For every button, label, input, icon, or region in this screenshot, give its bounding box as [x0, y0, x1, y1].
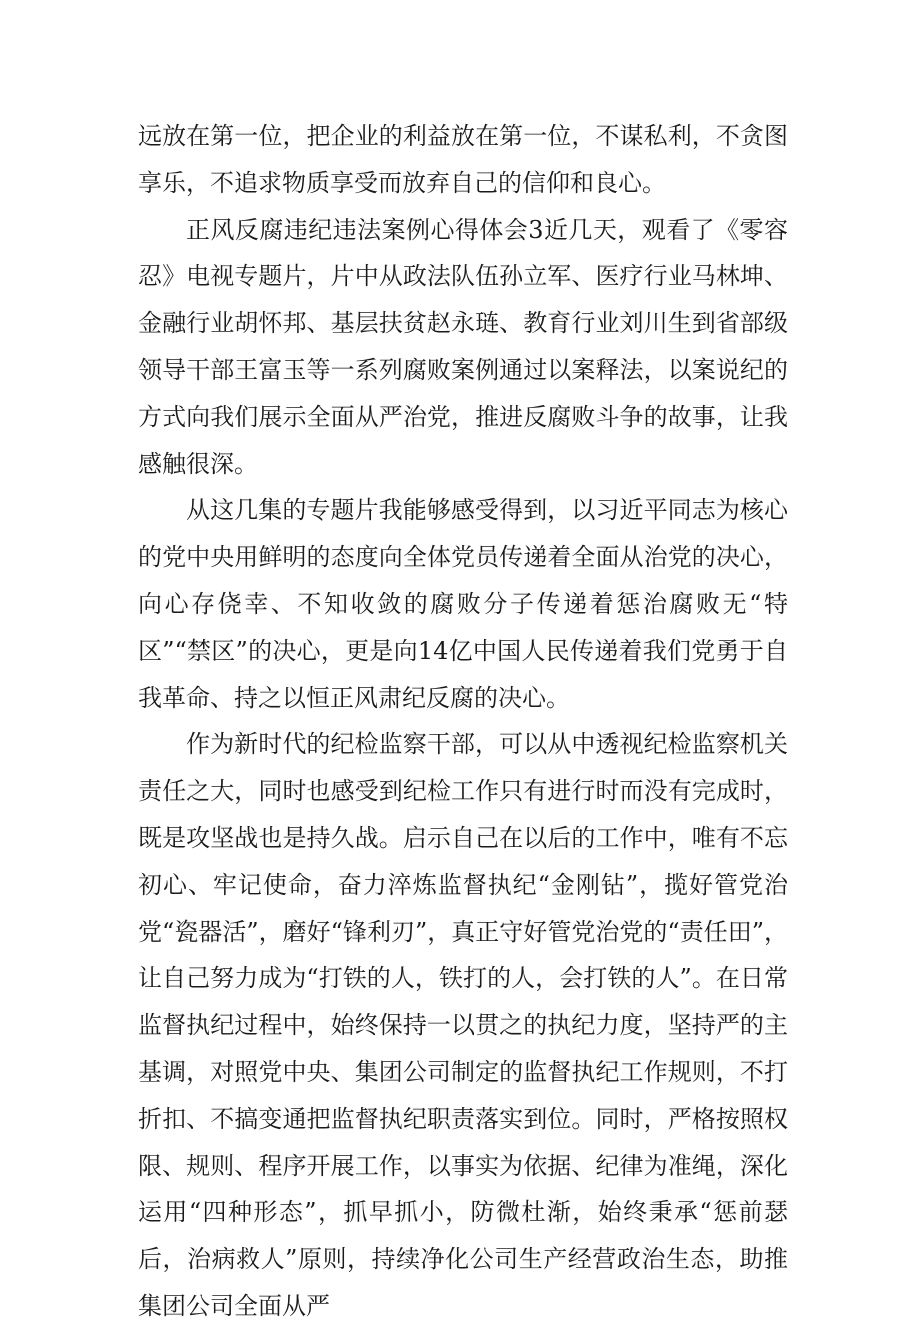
paragraph-4: 作为新时代的纪检监察干部，可以从中透视纪检监察机关责任之大，同时也感受到纪检工作只有进行时而没有完成时，既是攻坚战也是持久战。启示自己在以后的工作中，唯有不忘初心、牢记使命，奋力淬炼监督执纪“金刚钻”，揽好管党治党“瓷器活”，磨好“锋利刃”，真正守好管党治党的“责任田”，让自己努力成为“打铁的人，铁打的人，会打铁的人”。在日常监督执纪过程中，始终保持一以贯之的执纪力度，坚持严的主基调，对照党中央、集团公司制定的监督执纪工作规则，不打折扣、不搞变通把监督执纪职责落实到位。同时，严格按照权限、规则、程序开展工作，以事实为依据、纪律为准绳，深化运用“四种形态”，抓早抓小，防微杜渐，始终秉承“惩前瑟后，治病救人”原则，持续净化公司生产经营政治生态，助推集团公司全面从严: [138, 730, 788, 1320]
document-body: [138, 113, 788, 1330]
paragraph-3: 从这几集的专题片我能够感受得到，以习近平同志为核心的党中央用鲜明的态度向全体党员传递着全面从治党的决心，向心存侥幸、不知收敛的腐败分子传递着惩治腐败无“特区”“禁区”的决心，更是向14亿中国人民传递着我们党勇于自我革命、持之以恒正风肃纪反腐的决心。: [138, 496, 788, 712]
paragraph-1: 远放在第一位，把企业的利益放在第一位，不谋私利，不贪图享乐，不追求物质享受而放弃自己的信仰和良心。: [138, 122, 788, 197]
paragraph-2: 正风反腐违纪违法案例心得体会3近几天，观看了《零容忍》电视专题片，片中从政法队伍孙立军、医疗行业马林坤、金融行业胡怀邦、基层扶贫赵永琏、教育行业刘川生到省部级领导干部王富玉等一系列腐败案例通过以案释法，以案说纪的方式向我们展示全面从严治党，推进反腐败斗争的故事，让我感触很深。: [138, 215, 788, 478]
